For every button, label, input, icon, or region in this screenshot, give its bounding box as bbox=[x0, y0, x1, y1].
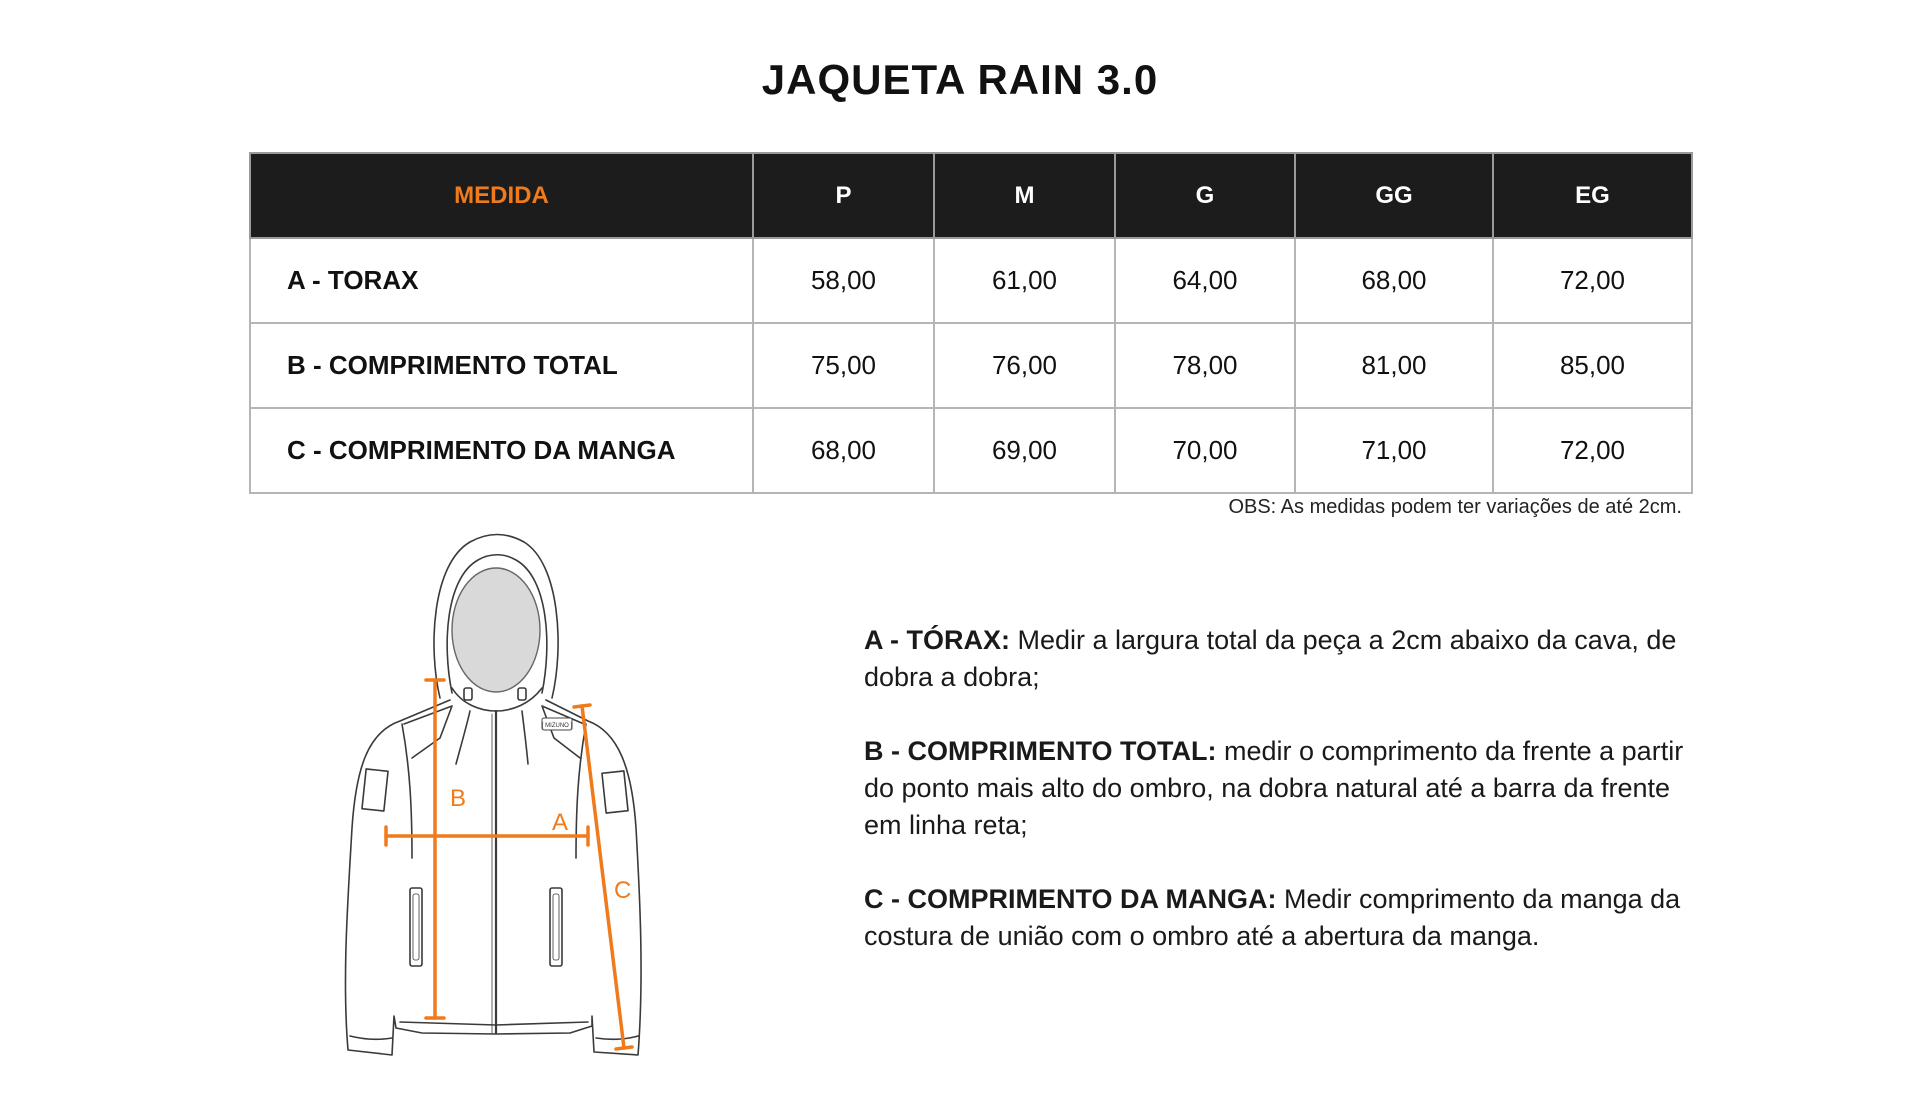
pocket-left bbox=[410, 888, 422, 966]
jacket-measurement-diagram bbox=[320, 528, 660, 1068]
table-row bbox=[250, 323, 1692, 408]
cuff-left bbox=[350, 1036, 392, 1039]
jacket-body-outline bbox=[345, 700, 641, 1055]
header-size-m: M bbox=[934, 153, 1115, 238]
table-cell: 68,00 bbox=[1295, 238, 1493, 323]
table-row bbox=[250, 238, 1692, 323]
instruction-chest bbox=[864, 622, 1684, 696]
table-row bbox=[250, 408, 1692, 493]
table-cell: 72,00 bbox=[1493, 408, 1692, 493]
page-title: JAQUETA RAIN 3.0 bbox=[761, 56, 1159, 103]
table-cell: 76,00 bbox=[934, 323, 1115, 408]
drawstring-right bbox=[522, 711, 528, 764]
table-cell: 61,00 bbox=[934, 238, 1115, 323]
header-size-eg: EG bbox=[1493, 153, 1692, 238]
hem-seam bbox=[400, 1022, 588, 1025]
cuff-right bbox=[596, 1036, 638, 1039]
pocket-right bbox=[550, 888, 562, 966]
table-cell: 75,00 bbox=[753, 323, 934, 408]
sleeve-patch-right bbox=[602, 771, 628, 813]
table-cell: 68,00 bbox=[753, 408, 934, 493]
header-measure: MEDIDA bbox=[250, 153, 753, 238]
table-cell: 70,00 bbox=[1115, 408, 1295, 493]
brand-tag-text: [ MIZUNO ] bbox=[541, 723, 573, 729]
row-label: A - TORAX bbox=[250, 238, 753, 323]
measurement-instructions bbox=[864, 622, 1684, 992]
instruction-sleeve-length bbox=[864, 881, 1684, 955]
instruction-text: medir o comprimento da frente a partir do ponto mais alto do ombro, na dobra natural até a barra da frente em linha reta; bbox=[864, 736, 1684, 840]
header-size-p: P bbox=[753, 153, 934, 238]
table-cell: 71,00 bbox=[1295, 408, 1493, 493]
shoulder-panel-right bbox=[542, 706, 584, 758]
instruction-term: B - COMPRIMENTO TOTAL: bbox=[864, 736, 1217, 766]
instruction-text: Medir comprimento da manga da costura de união com o ombro até a abertura da manga. bbox=[864, 884, 1681, 951]
table-header-row bbox=[250, 153, 1692, 238]
raglan-seam-left bbox=[402, 724, 412, 858]
size-table bbox=[249, 152, 1693, 494]
header-size-gg: GG bbox=[1295, 153, 1493, 238]
table-cell: 72,00 bbox=[1493, 238, 1692, 323]
header-size-g: G bbox=[1115, 153, 1295, 238]
shoulder-panel-left bbox=[404, 706, 452, 758]
drawstring-left bbox=[456, 711, 470, 764]
table-cell: 58,00 bbox=[753, 238, 934, 323]
mannequin-head bbox=[452, 568, 540, 692]
instruction-term: C - COMPRIMENTO DA MANGA: bbox=[864, 884, 1277, 914]
raglan-seam-right bbox=[576, 724, 586, 858]
table-cell: 64,00 bbox=[1115, 238, 1295, 323]
measurement-note: OBS: As medidas podem ter variações de até 2cm. bbox=[1228, 496, 1682, 518]
measure-b-label: B bbox=[450, 785, 467, 812]
table-cell: 69,00 bbox=[934, 408, 1115, 493]
instruction-term: A - TÓRAX: bbox=[864, 625, 1010, 655]
row-label: B - COMPRIMENTO TOTAL bbox=[250, 323, 753, 408]
row-label: C - COMPRIMENTO DA MANGA bbox=[250, 408, 753, 493]
measure-a-label: A bbox=[552, 809, 569, 836]
table-cell: 78,00 bbox=[1115, 323, 1295, 408]
table-cell: 85,00 bbox=[1493, 323, 1692, 408]
sleeve-patch-left bbox=[362, 769, 388, 811]
table-cell: 81,00 bbox=[1295, 323, 1493, 408]
instruction-text: Medir a largura total da peça a 2cm abaixo da cava, de dobra a dobra; bbox=[864, 625, 1677, 692]
measure-c-label: C bbox=[614, 877, 632, 904]
instruction-total-length bbox=[864, 733, 1684, 844]
